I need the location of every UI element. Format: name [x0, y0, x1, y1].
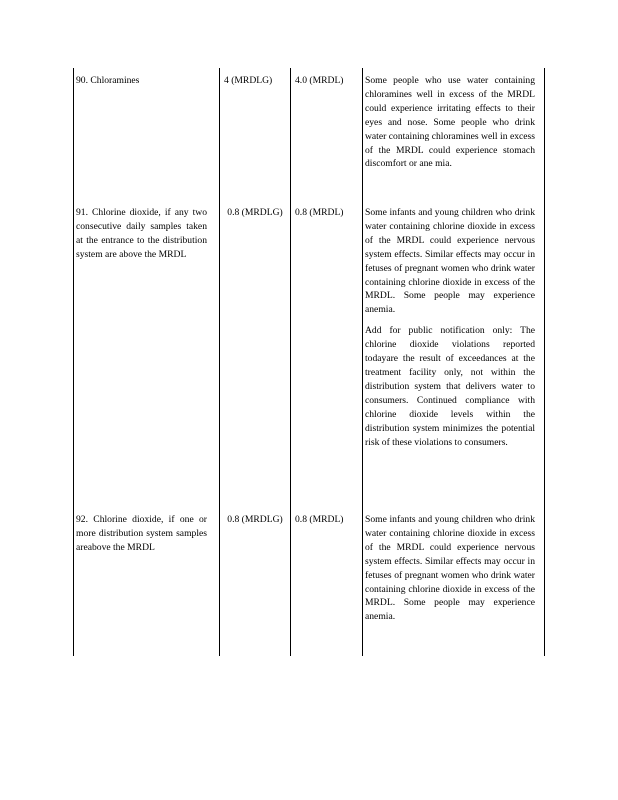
column-divider-2	[290, 68, 291, 656]
table-border-left	[73, 68, 74, 656]
table-row-91-mrdlg: 0.8 (MRDLG)	[227, 207, 283, 218]
contaminant-table	[73, 68, 545, 656]
table-row-90-mrdlg: 4 (MRDLG)	[224, 75, 273, 86]
table-row-91-mrdl: 0.8 (MRDL)	[295, 207, 344, 218]
table-row-91-public-notification: Add for public notification only: The chlorine dioxide violations reported todayare the result of exceedances at the treatment facility only, not within the distribution system that delivers water to consumers. Continued compliance with chlorine dioxide levels within the distribution system minimizes the potential risk of these violations to consumers.	[365, 325, 535, 448]
table-row-90-mrdl: 4.0 (MRDL)	[295, 75, 344, 86]
table-row-92-mrdlg: 0.8 (MRDLG)	[227, 514, 283, 525]
table-row-91-health-effects-cell	[365, 206, 535, 449]
column-divider-3	[362, 68, 363, 656]
table-row-91-health-effects: Some infants and young children who drink water containing chlorine dioxide in excess of the MRDL could experience nervous system effects. Similar effects may occur in fetuses of pregnant women who drink water containing chlorine dioxide in excess of the MRDL. Some people may experience anemia.	[365, 207, 535, 316]
table-row-92-health-effects: Some infants and young children who drink water containing chlorine dioxide in excess of the MRDL could experience nervous system effects. Similar effects may occur in fetuses of pregnant women who drink water containing chlorine dioxide in excess of the MRDL. Some people may experience anemia.	[365, 514, 535, 623]
column-divider-1	[219, 68, 220, 656]
table-row-92-mrdl: 0.8 (MRDL)	[295, 514, 344, 525]
table-row-90-health-effects: Some people who use water containing chloramines well in excess of the MRDL could experience irritating effects to their eyes and nose. Some people who drink water containing chloramines well in excess of the MRDL could experience stomach discomfort or ane mia.	[365, 75, 535, 170]
table-border-right	[544, 68, 545, 656]
table-row-92-contaminant: 92. Chlorine dioxide, if one or more distribution system samples areabove the MRDL	[76, 514, 207, 553]
table-row-91-contaminant: 91. Chlorine dioxide, if any two consecutive daily samples taken at the entrance to the distribution system are above the MRDL	[76, 207, 207, 260]
table-row-90-contaminant: 90. Chloramines	[76, 75, 140, 86]
